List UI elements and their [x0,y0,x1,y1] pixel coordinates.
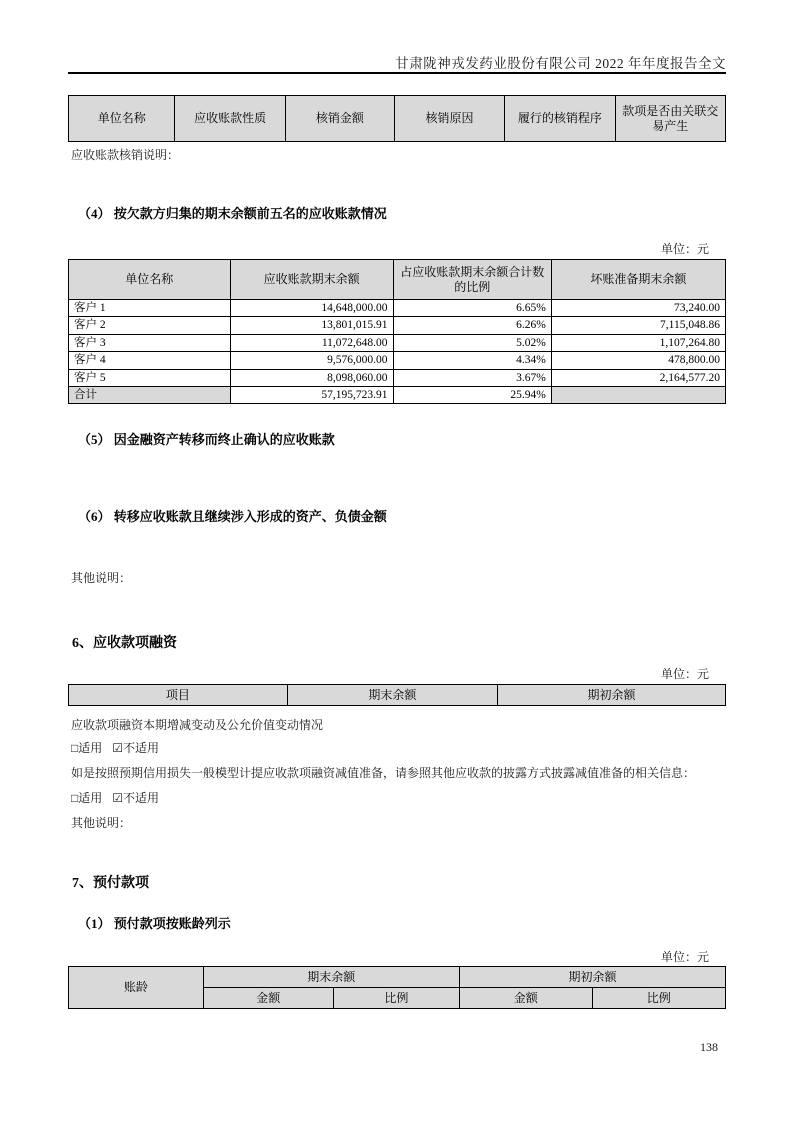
section-4-heading: （4） 按欠款方归集的期末余额前五名的应收账款情况 [78,206,387,221]
document-header-title: 甘肃陇神戎发药业股份有限公司 2022 年年度报告全文 [395,56,726,71]
page-number: 138 [700,1040,718,1054]
customer-name: 客户 3 [69,334,231,351]
section-5-heading: （5） 因金融资产转移而终止确认的应收账款 [78,432,335,447]
applicability-line-2 [71,789,161,806]
table-row [69,352,726,369]
checkbox-unchecked-applicable: □适用 [71,741,103,755]
unit-label-1: 单位：元 [660,242,709,256]
bad-debt-provision: 2,164,577.20 [551,369,725,386]
group-header-ending-balance: 期末余额 [203,967,459,988]
customer-name: 客户 1 [69,300,231,317]
col-header-ratio: 比例 [333,988,459,1009]
ending-balance: 9,576,000.00 [230,352,393,369]
ratio: 6.65% [393,300,551,317]
col-header-amount: 金额 [203,988,333,1009]
table-header-row [69,967,726,988]
checkbox-checked-not-applicable: ☑不适用 [112,741,160,755]
col-header-ending-balance: 应收账款期末余额 [230,260,393,300]
table-header-row [69,260,726,300]
group-header-beginning-balance: 期初余额 [459,967,725,988]
col-header-item: 项目 [69,685,288,706]
section-7-1-heading: （1） 预付款项按账龄列示 [78,916,231,931]
checkbox-unchecked-applicable: □适用 [71,791,103,805]
other-note-2: 其他说明： [71,816,132,830]
col-header-aging: 账龄 [69,967,204,1009]
col-header-related-party: 款项是否由关联交易产生 [615,96,725,142]
table-row [69,300,726,317]
ratio: 6.26% [393,317,551,334]
table-row [69,317,726,334]
col-header-ending-balance: 期末余额 [287,685,497,706]
col-header-amount: 金额 [459,988,592,1009]
section-6-heading: 6、应收款项融资 [72,636,177,651]
col-header-beginning-balance: 期初余额 [498,685,726,706]
col-header-writeoff-procedure: 履行的核销程序 [505,96,615,142]
other-note-1: 其他说明： [71,571,132,585]
prepayment-aging-table [68,966,726,1009]
table-row [69,369,726,386]
bad-debt-provision: 1,107,264.80 [551,334,725,351]
table-header-row [69,96,726,142]
section-6-sub-heading: （6） 转移应收账款且继续涉入形成的资产、负债金额 [78,509,387,524]
top5-receivables-table [68,259,726,404]
ratio: 5.02% [393,334,551,351]
financing-para-1: 应收款项融资本期增减变动及公允价值变动情况 [71,718,324,732]
ratio: 3.67% [393,369,551,386]
financing-table [68,684,726,706]
total-label: 合计 [69,386,231,403]
col-header-writeoff-reason: 核销原因 [394,96,504,142]
unit-label-2: 单位：元 [660,667,709,681]
total-ratio: 25.94% [393,386,551,403]
checkbox-checked-not-applicable: ☑不适用 [112,791,160,805]
financing-para-2: 如是按照预期信用损失一般模型计提应收款项融资减值准备，请参照其他应收款的披露方式披露减值准备的相关信息： [71,766,696,780]
ending-balance: 11,072,648.00 [230,334,393,351]
col-header-ratio: 比例 [592,988,725,1009]
header-rule [68,72,726,74]
bad-debt-provision: 73,240.00 [551,300,725,317]
ending-balance: 13,801,015.91 [230,317,393,334]
customer-name: 客户 2 [69,317,231,334]
bad-debt-provision: 478,800.00 [551,352,725,369]
col-header-unit-name: 单位名称 [69,260,231,300]
writeoff-table [68,95,726,142]
table-total-row [69,386,726,403]
col-header-bad-debt-provision: 坏账准备期末余额 [551,260,725,300]
applicability-line-1 [71,739,161,756]
col-header-receivable-nature: 应收账款性质 [175,96,285,142]
ratio: 4.34% [393,352,551,369]
ending-balance: 8,098,060.00 [230,369,393,386]
table-row [69,334,726,351]
col-header-unit-name: 单位名称 [69,96,175,142]
col-header-writeoff-amount: 核销金额 [285,96,394,142]
bad-debt-provision: 7,115,048.86 [551,317,725,334]
customer-name: 客户 4 [69,352,231,369]
total-bad-debt [551,386,725,403]
table-header-row [69,685,726,706]
unit-label-3: 单位：元 [660,950,709,964]
total-balance: 57,195,723.91 [230,386,393,403]
writeoff-note: 应收账款核销说明： [71,148,180,162]
col-header-ratio: 占应收账款期末余额合计数的比例 [393,260,551,300]
section-7-heading: 7、预付款项 [72,876,149,891]
customer-name: 客户 5 [69,369,231,386]
ending-balance: 14,648,000.00 [230,300,393,317]
